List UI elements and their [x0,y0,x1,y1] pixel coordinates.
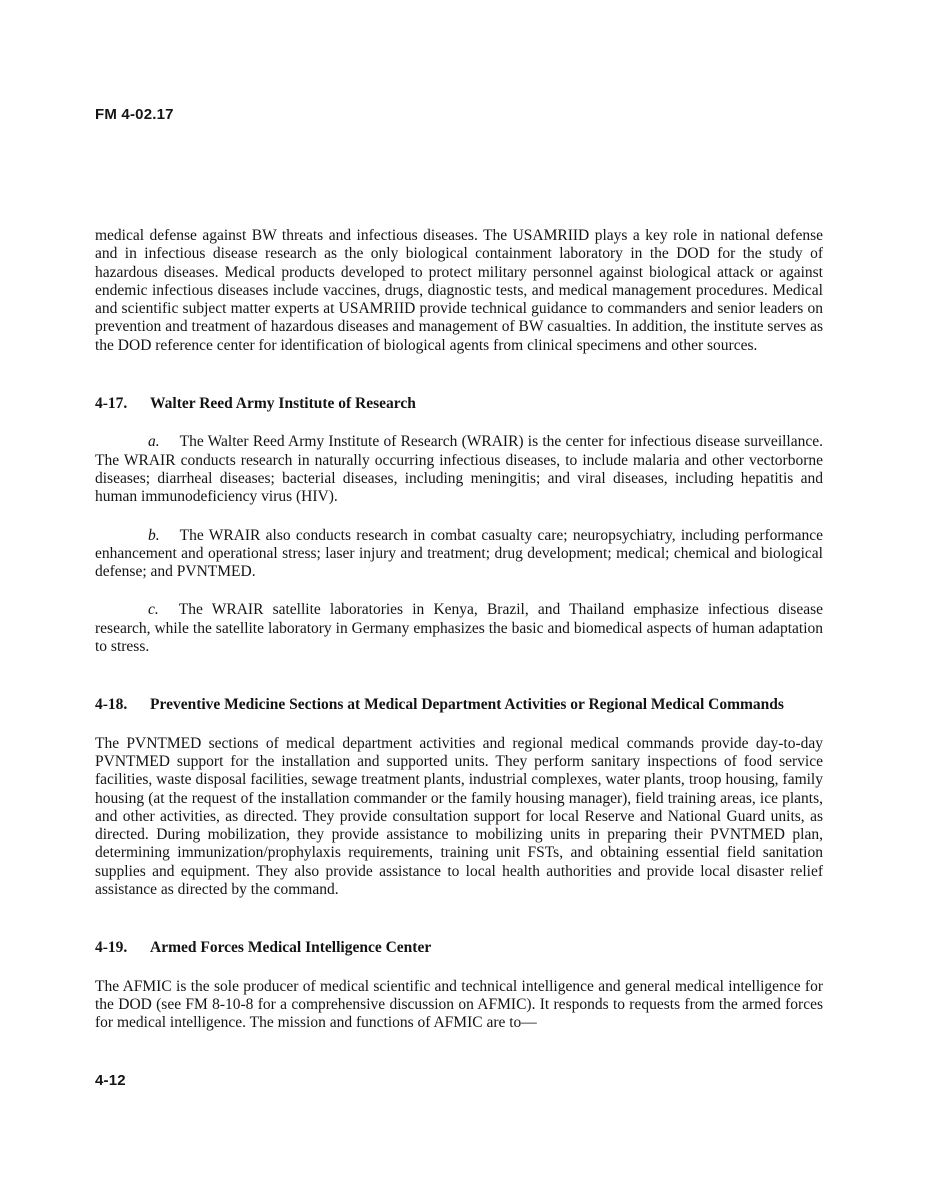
section-body-4-19: The AFMIC is the sole producer of medical scientific and technical intelligence and general medical intelligence for the DOD (see FM 8-10-8 for a comprehensive discussion on AFMIC). It responds to requests from the armed forces for medical intelligence. The mission and functions of AFMIC are to— [95,977,823,1032]
page-header: FM 4-02.17 [95,106,174,123]
paragraph-label: a. [148,433,160,451]
paragraph-b [95,527,823,582]
section-number: 4-17. [95,395,128,413]
paragraph-text: The Walter Reed Army Institute of Research (WRAIR) is the center for infectious disease surveillance. The WRAIR conducts research in naturally occurring infectious diseases, to include malaria and other vectorborne diseases; diarrheal diseases; bacterial diseases, including meningitis; and viral diseases, including hepatitis and human immunodeficiency virus (HIV). [95,433,823,506]
section-title: Walter Reed Army Institute of Research [150,395,416,413]
section-heading-4-19 [95,939,823,957]
section-heading-4-17 [95,395,823,413]
paragraph-a [95,433,823,506]
page-footer: 4-12 [95,1072,126,1089]
paragraph-text: The WRAIR satellite laboratories in Kenya, Brazil, and Thailand emphasize infectious disease research, while the satellite laboratory in Germany emphasizes the basic and biomedical aspects of human adaptation to stress. [95,601,823,656]
paragraph-label: b. [148,526,160,544]
paragraph-text: The WRAIR also conducts research in combat casualty care; neuropsychiatry, including performance enhancement and operational stress; laser injury and treatment; drug development; medical; chemical and biological defense; and PVNTMED. [95,526,823,581]
intro-paragraph: medical defense against BW threats and infectious diseases. The USAMRIID plays a key role in national defense and in infectious disease research as the only biological containment laboratory in the DOD for the study of hazardous diseases. Medical products developed to protect military personnel against biological attack or against endemic infectious diseases include vaccines, drugs, diagnostic tests, and medical management procedures. Medical and scientific subject matter experts at USAMRIID provide technical guidance to commanders and senior leaders on prevention and treatment of hazardous diseases and management of BW casualties. In addition, the institute serves as the DOD reference center for identification of biological agents from clinical specimens and other sources. [95,227,823,354]
section-heading-4-18 [95,696,823,714]
section-number: 4-19. [95,939,128,957]
section-title: Armed Forces Medical Intelligence Center [150,939,432,957]
paragraph-c [95,601,823,656]
section-title: Preventive Medicine Sections at Medical Department Activities or Regional Medical Commands [150,696,784,714]
paragraph-label: c. [148,601,159,619]
section-body-4-18: The PVNTMED sections of medical department activities and regional medical commands provide day-to-day PVNTMED support for the installation and supported units. They perform sanitary inspections of food service facilities, waste disposal facilities, sewage treatment plants, industrial complexes, water plants, troop housing, family housing (at the request of the installation commander or the family housing manager), field training areas, ice plants, and other activities, as directed. They provide consultation support for local Reserve and National Guard units, as directed. During mobilization, they provide assistance to mobilizing units in preparing their PVNTMED plan, determining immunization/prophylaxis requirements, training unit FSTs, and obtaining essential field sanitation supplies and equipment. They also provide assistance to local health authorities and provide local disaster relief assistance as directed by the command. [95,734,823,899]
section-number: 4-18. [95,696,128,714]
page-content [95,227,823,1033]
